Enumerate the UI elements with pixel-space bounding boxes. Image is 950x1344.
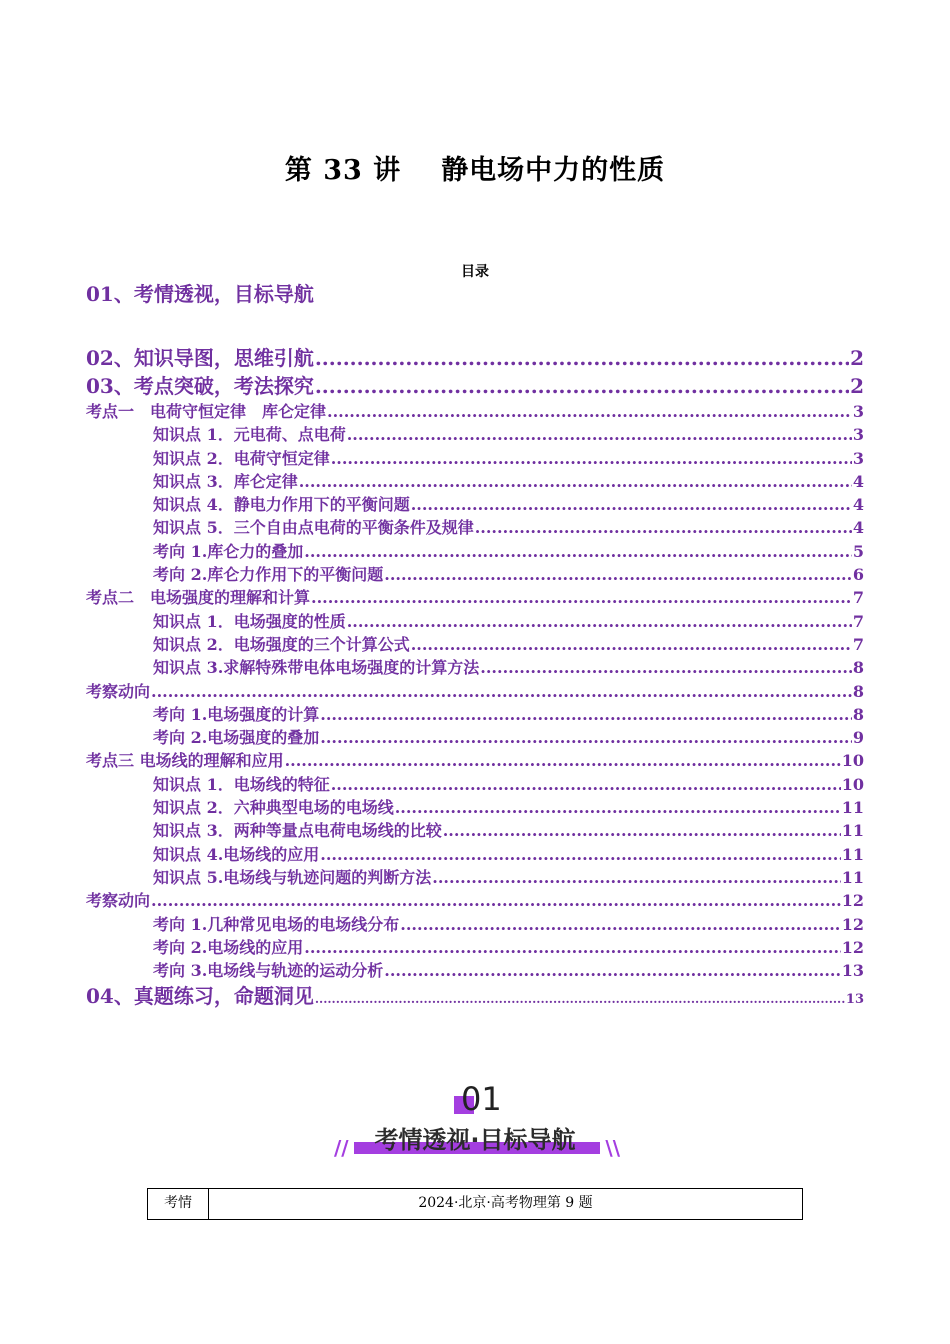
toc-leader-dots [475,516,852,539]
table-row [148,1189,803,1220]
toc-item-page: 3 [852,448,864,468]
toc-leader-dots [347,610,852,633]
toc-item-page: 13 [841,961,864,981]
toc-leader-dots [432,866,840,889]
toc-item[interactable] [86,280,864,344]
toc-item-label: 知识点 5.电场线与轨迹问题的判断方法 [153,867,432,887]
toc-item[interactable] [86,540,864,563]
toc-leader-dots [411,493,852,516]
toc-item-label: 知识点 3．两种等量点电荷电场线的比较 [153,821,442,841]
toc-item-label: 知识点 4．静电力作用下的平衡问题 [153,495,410,515]
toc-item-label: 知识点 2．电荷守恒定律 [153,448,330,468]
toc-leader-dots [411,633,852,656]
toc-item-page: 12 [841,891,864,911]
toc-item[interactable] [86,493,864,516]
toc-item-label: 考向 2.电场线的应用 [153,937,304,957]
toc-item-page: 10 [841,774,864,794]
toc-leader-dots [384,563,852,586]
toc-item-page: 8 [852,658,864,678]
toc-item-page: 4 [852,518,864,538]
toc-item-label: 考点二 电场强度的理解和计算 [86,588,311,608]
toc-item-label: 考向 1.电场强度的计算 [153,704,320,724]
toc-leader-dots [320,726,852,749]
toc-item-label: 知识点 3．库仑定律 [153,471,298,491]
toc-item-page: 12 [841,937,864,957]
toc-item[interactable] [86,843,864,866]
toc-item-page: 13 [845,992,864,1008]
toc-item-label: 考点三 电场线的理解和应用 [86,751,284,771]
toc-leader-dots [151,680,852,703]
toc-item-label: 考向 2.电场强度的叠加 [153,728,320,748]
toc-item[interactable] [86,703,864,726]
toc-item-label: 01、考情透视，目标导航 [86,282,314,306]
toc-leader-dots [480,656,852,679]
table-of-contents [86,280,864,1010]
toc-leader-dots [331,447,852,470]
toc-item-label: 考向 1.几种常见电场的电场线分布 [153,914,400,934]
toc-leader-dots [400,913,840,936]
lecture-number: 第 33 讲 [284,155,402,186]
toc-item[interactable] [86,610,864,633]
banner-title: 考情透视·目标导航 [374,1126,576,1154]
toc-item-page: 10 [841,751,864,771]
toc-item[interactable] [86,936,864,959]
toc-item[interactable] [86,819,864,842]
toc-item-label: 知识点 2．电场强度的三个计算公式 [153,634,410,654]
toc-leader-dots [347,423,852,446]
toc-item-label: 知识点 1．元电荷、点电荷 [153,425,346,445]
toc-leader-dots [320,843,840,866]
toc-item-page: 7 [852,611,864,631]
toc-leader-dots [315,344,849,372]
toc-item-page: 2 [850,346,864,370]
toc-item-page: 3 [852,402,864,421]
toc-leader-dots [315,372,849,400]
toc-leader-dots [299,470,852,493]
toc-item-page: 12 [841,914,864,934]
toc-item-page: 7 [852,588,864,608]
toc-item[interactable] [86,796,864,819]
toc-item[interactable] [86,447,864,470]
toc-leader-dots [315,985,845,1013]
toc-leader-dots [304,540,852,563]
toc-item-page: 11 [841,821,864,841]
toc-item[interactable] [86,680,864,703]
toc-leader-dots [151,889,841,912]
toc-item-page: 11 [841,798,864,818]
toc-item[interactable] [86,423,864,446]
toc-item[interactable] [86,773,864,796]
table-cell-label: 考情 [148,1189,209,1220]
toc-leader-dots [395,796,841,819]
toc-item[interactable] [86,913,864,936]
toc-item-label: 知识点 3.求解特殊带电体电场强度的计算方法 [153,658,480,678]
toc-item-label: 考向 2.库仑力作用下的平衡问题 [153,565,384,585]
toc-item-page: 2 [850,374,864,398]
toc-item-label: 知识点 5．三个自由点电荷的平衡条件及规律 [153,518,474,538]
toc-item-page: 6 [852,565,864,585]
toc-item-label: 03、考点突破，考法探究 [86,374,314,398]
toc-item-page: 5 [852,541,864,561]
toc-item[interactable] [86,889,864,912]
toc-item-page: 8 [852,681,864,701]
toc-leader-dots [443,819,841,842]
toc-item-page: 4 [852,471,864,491]
toc-item-label: 考点一 电荷守恒定律 库仑定律 [86,402,327,421]
toc-heading: 目录 [461,264,489,280]
toc-item-label: 知识点 2．六种典型电场的电场线 [153,798,394,818]
toc-item[interactable] [86,633,864,656]
banner-number: 01 [461,1080,502,1118]
toc-item-label: 02、知识导图，思维引航 [86,346,314,370]
toc-item-label: 知识点 4.电场线的应用 [153,844,320,864]
toc-leader-dots [285,749,841,772]
toc-item[interactable] [86,586,864,609]
toc-item-label: 考向 1.库仑力的叠加 [153,541,304,561]
toc-item-label: 考向 3.电场线与轨迹的运动分析 [153,961,384,981]
table-cell-value: 2024·北京·高考物理第 9 题 [209,1189,803,1220]
lecture-topic: 静电场中力的性质 [441,155,666,186]
toc-item[interactable] [86,749,864,772]
toc-item[interactable] [86,866,864,889]
toc-item-page: 7 [852,634,864,654]
toc-leader-dots [311,586,852,609]
toc-leader-dots [304,936,840,959]
toc-item[interactable] [86,656,864,679]
toc-leader-dots [331,773,841,796]
toc-leader-dots [384,959,840,982]
toc-item-page: 11 [841,867,864,887]
toc-item-page: 8 [852,704,864,724]
toc-item-page: 11 [841,844,864,864]
info-table [147,1188,803,1220]
toc-leader-dots [327,400,852,423]
toc-item-label: 知识点 1．电场强度的性质 [153,611,346,631]
toc-item-label: 考察动向 [86,681,151,701]
toc-item-label: 04、真题练习，命题洞见 [86,984,314,1009]
toc-item[interactable] [86,400,864,423]
banner-slash-right-icon: \\ [605,1136,620,1160]
document-title [0,148,950,187]
section-banner [330,1080,620,1160]
toc-item-page: 4 [852,495,864,515]
toc-item[interactable] [86,344,864,372]
toc-item[interactable] [86,959,864,982]
toc-item[interactable] [86,470,864,493]
toc-item-label: 考察动向 [86,891,151,911]
toc-item[interactable] [86,563,864,586]
toc-item[interactable] [86,726,864,749]
toc-item-page: 3 [852,425,864,445]
toc-item[interactable] [86,982,864,1010]
toc-item[interactable] [86,372,864,400]
toc-leader-dots [320,703,852,726]
toc-item-page: 9 [852,728,864,748]
banner-slash-left-icon: // [334,1136,349,1160]
toc-item-label: 知识点 1．电场线的特征 [153,774,330,794]
toc-item[interactable] [86,516,864,539]
